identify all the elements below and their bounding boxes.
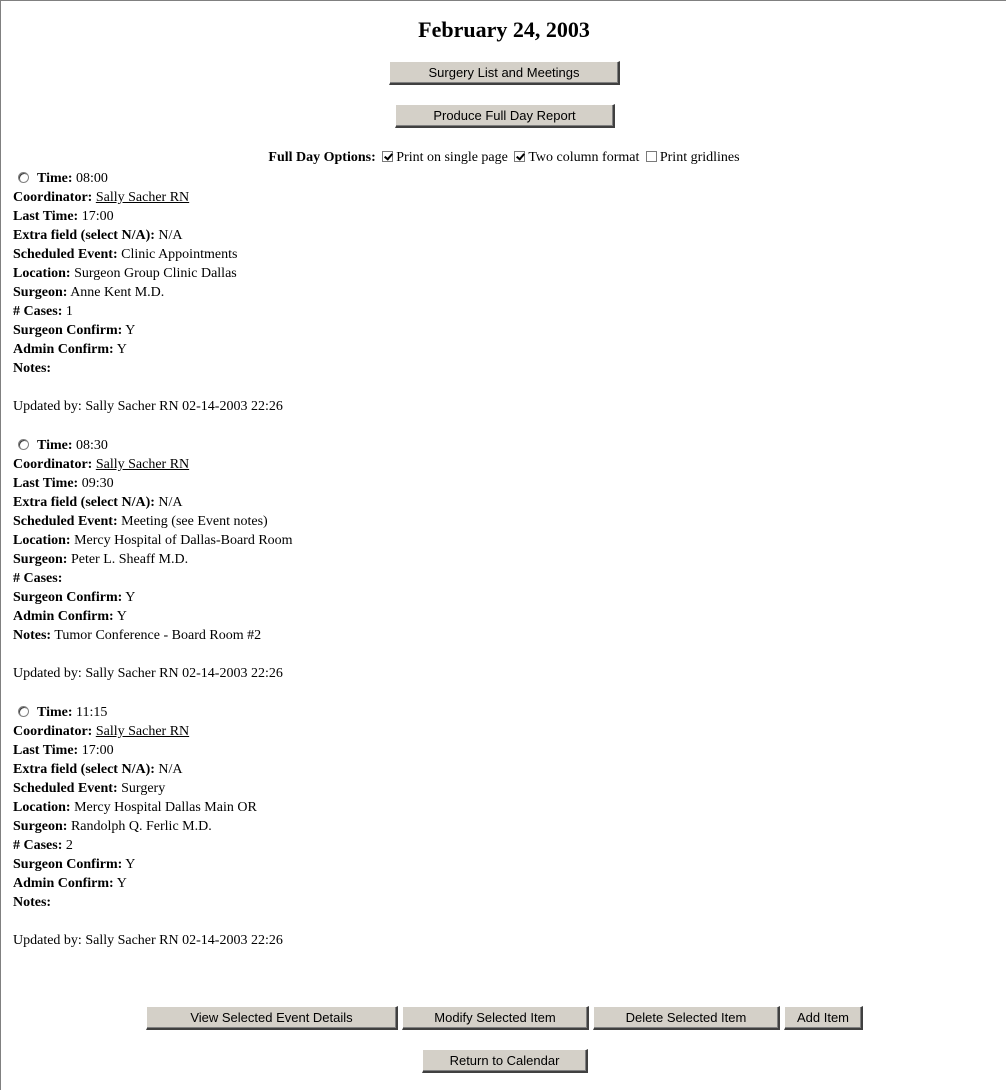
- last-time-value: 09:30: [81, 476, 114, 491]
- surgeon-label: Surgeon:: [13, 819, 68, 834]
- notes-label: Notes:: [13, 361, 52, 376]
- modify-item-button[interactable]: Modify Selected Item: [402, 1006, 589, 1030]
- coordinator-label: Coordinator:: [13, 457, 93, 472]
- location-value: Mercy Hospital Dallas Main OR: [74, 800, 257, 815]
- event-entry: [13, 436, 713, 683]
- surgeon-label: Surgeon:: [13, 285, 68, 300]
- cases-value: 2: [65, 838, 73, 853]
- scheduled-event-value: Clinic Appointments: [121, 247, 238, 262]
- two-column-checkbox[interactable]: [514, 151, 525, 162]
- extra-field-label: Extra field (select N/A):: [13, 228, 155, 243]
- delete-item-button[interactable]: Delete Selected Item: [593, 1006, 780, 1030]
- updated-by: Updated by: Sally Sacher RN 02-14-2003 22:26: [13, 666, 283, 681]
- event-select-radio[interactable]: [18, 439, 29, 450]
- single-page-label: Print on single page: [396, 150, 508, 165]
- coordinator-link[interactable]: Sally Sacher RN: [95, 190, 190, 205]
- last-time-label: Last Time:: [13, 743, 79, 758]
- surgeon-confirm-label: Surgeon Confirm:: [13, 590, 123, 605]
- event-select-radio[interactable]: [18, 706, 29, 717]
- single-page-checkbox[interactable]: [382, 151, 393, 162]
- scheduled-event-value: Surgery: [121, 781, 166, 796]
- coordinator-label: Coordinator:: [13, 190, 93, 205]
- surgery-list-button[interactable]: Surgery List and Meetings: [389, 61, 620, 85]
- updated-by: Updated by: Sally Sacher RN 02-14-2003 22:26: [13, 399, 283, 414]
- last-time-label: Last Time:: [13, 209, 79, 224]
- time-label: Time:: [37, 171, 73, 186]
- surgeon-confirm-value: Y: [125, 323, 136, 338]
- time-value: 08:00: [76, 171, 108, 186]
- admin-confirm-value: Y: [116, 609, 127, 624]
- event-entry: [13, 169, 713, 416]
- surgeon-value: Peter L. Sheaff M.D.: [70, 552, 189, 567]
- location-label: Location:: [13, 266, 71, 281]
- location-label: Location:: [13, 800, 71, 815]
- surgeon-confirm-value: Y: [125, 590, 136, 605]
- add-item-button[interactable]: Add Item: [784, 1006, 863, 1030]
- extra-field-value: N/A: [158, 495, 183, 510]
- extra-field-label: Extra field (select N/A):: [13, 762, 155, 777]
- full-day-report-button[interactable]: Produce Full Day Report: [395, 104, 615, 128]
- admin-confirm-label: Admin Confirm:: [13, 876, 114, 891]
- cases-label: # Cases:: [13, 304, 63, 319]
- cases-value: 1: [65, 304, 73, 319]
- cases-label: # Cases:: [13, 838, 63, 853]
- gridlines-checkbox[interactable]: [646, 151, 657, 162]
- admin-confirm-value: Y: [116, 342, 127, 357]
- updated-by: Updated by: Sally Sacher RN 02-14-2003 22:26: [13, 933, 283, 948]
- location-label: Location:: [13, 533, 71, 548]
- full-day-options: [1, 149, 1006, 167]
- coordinator-link[interactable]: Sally Sacher RN: [95, 457, 190, 472]
- scheduled-event-label: Scheduled Event:: [13, 247, 118, 262]
- surgeon-confirm-label: Surgeon Confirm:: [13, 323, 123, 338]
- notes-value: Tumor Conference - Board Room #2: [54, 628, 262, 643]
- page-title: February 24, 2003: [418, 17, 590, 42]
- two-column-label: Two column format: [528, 150, 640, 165]
- view-details-button[interactable]: View Selected Event Details: [146, 1006, 398, 1030]
- extra-field-value: N/A: [158, 762, 183, 777]
- surgeon-value: Randolph Q. Ferlic M.D.: [70, 819, 212, 834]
- admin-confirm-label: Admin Confirm:: [13, 609, 114, 624]
- time-label: Time:: [37, 705, 73, 720]
- last-time-value: 17:00: [81, 743, 114, 758]
- scheduled-event-label: Scheduled Event:: [13, 514, 118, 529]
- scheduled-event-label: Scheduled Event:: [13, 781, 118, 796]
- extra-field-label: Extra field (select N/A):: [13, 495, 155, 510]
- event-select-radio[interactable]: [18, 172, 29, 183]
- cases-label: # Cases:: [13, 571, 63, 586]
- last-time-label: Last Time:: [13, 476, 79, 491]
- gridlines-label: Print gridlines: [659, 150, 740, 165]
- coordinator-label: Coordinator:: [13, 724, 93, 739]
- scheduled-event-value: Meeting (see Event notes): [121, 514, 268, 529]
- last-time-value: 17:00: [81, 209, 114, 224]
- time-value: 11:15: [76, 705, 108, 720]
- coordinator-link[interactable]: Sally Sacher RN: [95, 724, 190, 739]
- admin-confirm-label: Admin Confirm:: [13, 342, 114, 357]
- surgeon-value: Anne Kent M.D.: [70, 285, 165, 300]
- full-day-options-label: Full Day Options:: [268, 150, 376, 165]
- return-to-calendar-button[interactable]: Return to Calendar: [422, 1049, 588, 1073]
- time-label: Time:: [37, 438, 73, 453]
- admin-confirm-value: Y: [116, 876, 127, 891]
- event-entry: [13, 703, 713, 950]
- time-value: 08:30: [76, 438, 108, 453]
- notes-label: Notes:: [13, 628, 52, 643]
- notes-label: Notes:: [13, 895, 52, 910]
- surgeon-confirm-value: Y: [125, 857, 136, 872]
- extra-field-value: N/A: [158, 228, 183, 243]
- surgeon-confirm-label: Surgeon Confirm:: [13, 857, 123, 872]
- location-value: Mercy Hospital of Dallas-Board Room: [74, 533, 293, 548]
- surgeon-label: Surgeon:: [13, 552, 68, 567]
- location-value: Surgeon Group Clinic Dallas: [74, 266, 237, 281]
